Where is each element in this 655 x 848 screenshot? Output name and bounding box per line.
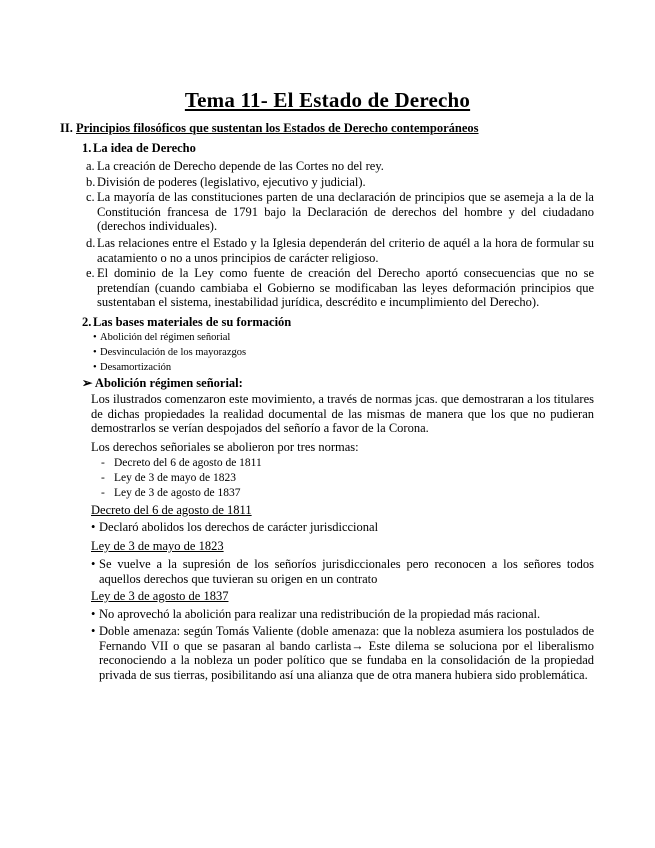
bullet-item: • Doble amenaza: según Tomás Valiente (doble amenaza: que la nobleza asumiera los postulados de Fernando VII o que se pasaran al bando carlista→ Este dilema se soluciona por el liberalismo reconociendo a la nobleza un poder político que se fundaba en la consolidación de la propiedad privada de sus tierras, posibilitando así una alianza que de otra manera hubiera sido problemática. bbox=[91, 624, 594, 682]
bullet-item: • Declaró abolidos los derechos de carácter jurisdiccional bbox=[91, 520, 379, 534]
list-item-text: La creación de Derecho depende de las Cortes no del rey. bbox=[97, 159, 384, 173]
bullet-item: • Desvinculación de los mayorazgos bbox=[93, 347, 247, 358]
list-item bbox=[86, 266, 594, 310]
subsection-heading-1 bbox=[82, 141, 196, 156]
bullet-item: • Se vuelve a la supresión de los señoríos jurisdiccionales pero reconocen a los señores todos aquellos derechos que tuvieran su origen en un contrato bbox=[91, 557, 594, 586]
list-item bbox=[86, 159, 594, 174]
abolicion-intro: Los ilustrados comenzaron este movimiento, a través de normas jcas. que demostraran a los titulares de dichas propiedades la realidad documental de las mismas de manera que los que no pudieran demostrarlos se verían despojados del señorío a favor de la Corona. bbox=[91, 392, 594, 436]
bullet-item: • Desamortización bbox=[93, 362, 172, 373]
list-item-text: El dominio de la Ley como fuente de creación del Derecho aportó consecuencias que no se pretendían (cuando cambiaba el Gobierno se modificaban las leyes deformación principios que sustentaban el sistema, inestabilidad jurídica, descrédito e incumplimiento del Derecho). bbox=[97, 266, 594, 310]
list-item bbox=[86, 175, 594, 190]
list-marker: d. bbox=[86, 236, 96, 250]
list-marker: b. bbox=[86, 175, 96, 189]
section-number: II. bbox=[60, 121, 73, 135]
norma-2-title: Ley de 3 de mayo de 1823 bbox=[91, 539, 224, 553]
subsection-title: La idea de Derecho bbox=[93, 141, 196, 155]
bullet-item: • Abolición del régimen señorial bbox=[93, 332, 231, 343]
list-marker: c. bbox=[86, 190, 95, 204]
norma-item: - Ley de 3 de agosto de 1837 bbox=[101, 487, 241, 499]
section-heading bbox=[60, 121, 479, 136]
list-item bbox=[86, 190, 594, 234]
subsection-number: 1. bbox=[82, 141, 92, 155]
norma-item: - Decreto del 6 de agosto de 1811 bbox=[101, 457, 262, 469]
subsection-title: Las bases materiales de su formación bbox=[93, 315, 292, 329]
abolicion-heading: ➢ Abolición régimen señorial: bbox=[82, 376, 243, 390]
list-marker: a. bbox=[86, 159, 95, 173]
bullet-item: • No aprovechó la abolición para realizar una redistribución de la propiedad más racional. bbox=[91, 607, 541, 621]
section-title: Principios filosóficos que sustentan los Estados de Derecho contemporáneos bbox=[75, 121, 479, 135]
subsection-number: 2. bbox=[82, 315, 92, 329]
list-item-text: Las relaciones entre el Estado y la Iglesia dependerán del criterio de aquél a la hora de formular su acatamiento o no a unos principios de carácter religioso. bbox=[97, 236, 594, 265]
normas-intro: Los derechos señoriales se abolieron por tres normas: bbox=[91, 440, 359, 454]
list-item-text: División de poderes (legislativo, ejecutivo y judicial). bbox=[97, 175, 366, 189]
list-marker: e. bbox=[86, 266, 95, 280]
norma-item: - Ley de 3 de mayo de 1823 bbox=[101, 472, 236, 484]
norma-1-title: Decreto del 6 de agosto de 1811 bbox=[91, 503, 252, 517]
list-item-text: La mayoría de las constituciones parten de una declaración de principios que se asemeja a la de la Constitución francesa de 1791 bajo la Declaración de derechos del hombre y del ciudadano (derechos individuales). bbox=[97, 190, 594, 234]
page-title: Tema 11- El Estado de Derecho bbox=[184, 88, 471, 112]
norma-3-title: Ley de 3 de agosto de 1837 bbox=[91, 589, 229, 603]
subsection-heading-2 bbox=[82, 315, 291, 330]
list-item bbox=[86, 236, 594, 265]
arrow-icon: ➢ bbox=[82, 376, 93, 390]
